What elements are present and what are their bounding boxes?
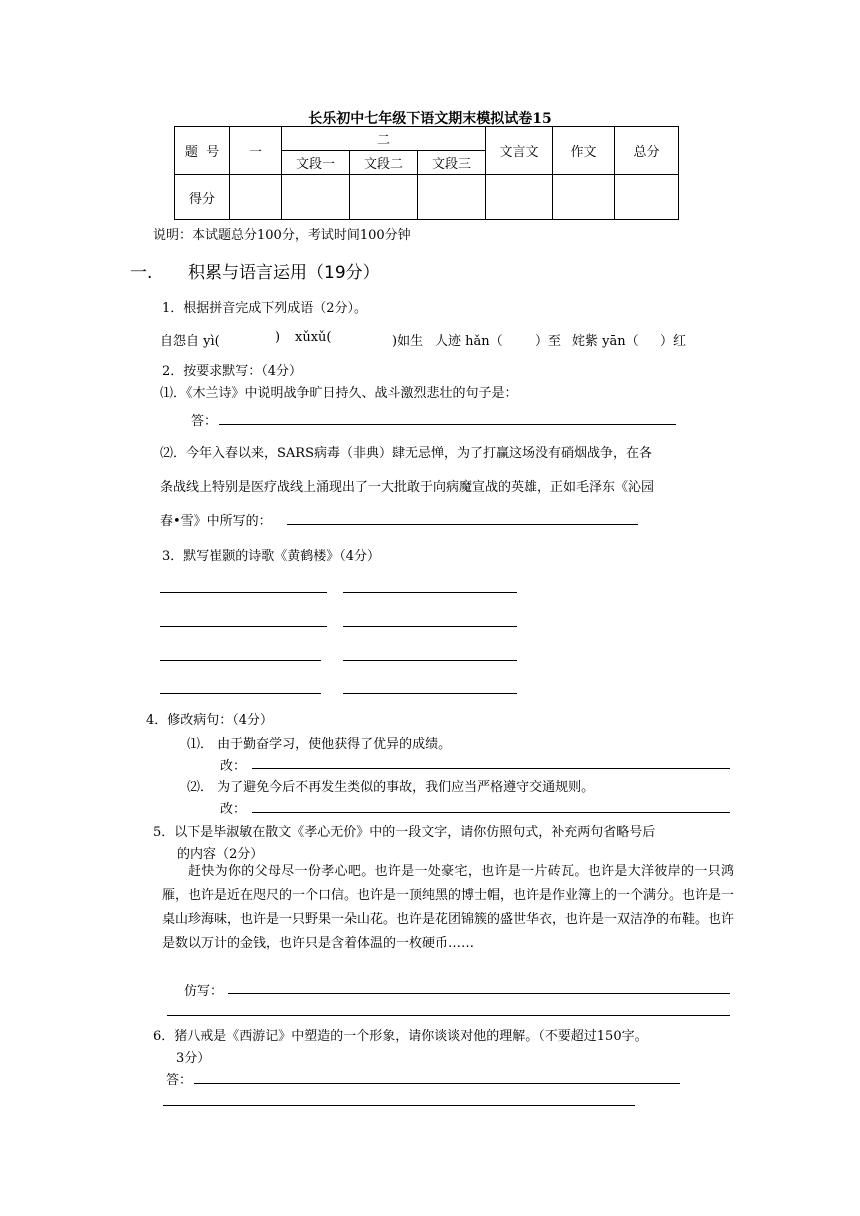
section-title: 积累与语言运用（19分）: [188, 263, 380, 283]
answer-line[interactable]: [219, 424, 676, 425]
answer-line[interactable]: [194, 1083, 680, 1084]
question-5-stem-line-1: 5．以下是毕淑敏在散文《孝心无价》中的一段文字，请你仿照句式，补充两句省略号后: [153, 825, 656, 840]
question-1-item-4a: 姹紫 yān（: [572, 334, 639, 349]
exam-note: 说明：本试题总分100分，考试时间100分钟: [153, 228, 411, 243]
section-heading: [130, 258, 380, 283]
fix-line[interactable]: [252, 768, 730, 769]
score-table-part-one: 一: [230, 127, 282, 175]
score-table-total: 总分: [615, 127, 679, 175]
section-number: 一.: [130, 263, 153, 283]
question-1-stem: 1．根据拼音完成下列成语（2分）。: [162, 301, 368, 316]
imitate-label: 仿写：: [184, 984, 224, 999]
poem-line[interactable]: [160, 660, 321, 661]
fix-label: 改：: [220, 802, 247, 817]
question-3-stem: 3．默写崔颢的诗歌《黄鹤楼》（4分）: [162, 549, 381, 564]
question-1-item-3b: ）至: [535, 334, 562, 349]
fix-label: 改：: [220, 759, 247, 774]
poem-line[interactable]: [160, 693, 321, 694]
score-table: [174, 126, 679, 220]
question-4-sub-2: ⑵． 为了避免今后不再发生类似的事故，我们应当严格遵守交通规则。: [187, 780, 595, 795]
imitate-line[interactable]: [228, 993, 730, 994]
answer-line[interactable]: [163, 1105, 635, 1106]
poem-line[interactable]: [160, 592, 327, 593]
score-cell[interactable]: [418, 175, 486, 220]
question-1-item-4b: ）红: [660, 334, 687, 349]
score-table-part-two: 二: [282, 127, 486, 151]
imitate-line[interactable]: [167, 1015, 730, 1016]
score-table-composition: 作文: [553, 127, 615, 175]
question-1-item-2b: )如生: [392, 334, 424, 349]
question-1-item-1a: 自怨自 yì(: [160, 334, 220, 349]
question-2-stem: 2．按要求默写：（4分）: [162, 364, 303, 379]
score-table-header-label: 题 号: [175, 127, 230, 175]
poem-line[interactable]: [343, 592, 517, 593]
score-cell[interactable]: [230, 175, 282, 220]
score-table-sub-one: 文段一: [282, 151, 350, 175]
fix-line[interactable]: [252, 812, 730, 813]
page-title: 长乐初中七年级下语文期末模拟试卷15: [308, 111, 552, 127]
question-2-sub-2-line-2: 条战线上特别是医疗战线上涌现出了一大批敢于向病魔宣战的英雄，正如毛泽东《沁园: [160, 480, 655, 495]
question-2-sub-2-line-3: 春•雪》中所写的：: [160, 514, 272, 529]
question-4-stem: 4．修改病句：（4分）: [146, 713, 274, 728]
question-6-stem-line-1: 6．猪八戒是《西游记》中塑造的一个形象，请你谈谈对他的理解。（不要超过150字。: [153, 1029, 648, 1044]
score-table-score-label: 得分: [175, 175, 230, 220]
question-2-sub-1: ⑴．《木兰诗》中说明战争旷日持久、战斗激烈悲壮的句子是：: [160, 386, 518, 401]
question-1-item-1b: ): [275, 330, 281, 345]
answer-line[interactable]: [287, 524, 638, 525]
poem-line[interactable]: [343, 660, 517, 661]
answer-label: 答：: [191, 414, 218, 429]
score-cell[interactable]: [553, 175, 615, 220]
question-2-sub-2-line-1: ⑵．今年入春以来，SARS病毒（非典）肆无忌惮，为了打赢这场没有硝烟战争，在各: [160, 446, 652, 461]
question-1-item-2a: xǔxǔ(: [295, 330, 332, 345]
score-cell[interactable]: [486, 175, 553, 220]
question-6-stem-line-2: 3分）: [176, 1051, 211, 1066]
quoted-passage: 赶快为你的父母尽一份孝心吧。也许是一处豪宅，也许是一片砖瓦。也许是大洋彼岸的一只鸿雁，也许是近在咫尺的一个口信。也许是一顶纯黑的博士帽，也许是作业簿上的一个满分。也许是一桌山珍海味，也许是一只野果一朵山花。也许是花团锦簇的盛世华衣，也许是一双洁净的布鞋。也许是数以万计的金钱，也许只是含着体温的一枚硬币……: [162, 864, 735, 951]
poem-line[interactable]: [343, 693, 517, 694]
score-table-sub-two: 文段二: [350, 151, 418, 175]
question-1-item-3a: 人迹 hǎn（: [435, 334, 503, 349]
poem-line[interactable]: [343, 626, 517, 627]
score-cell[interactable]: [350, 175, 418, 220]
score-cell[interactable]: [615, 175, 679, 220]
score-table-classical: 文言文: [486, 127, 553, 175]
answer-label: 答：: [166, 1073, 193, 1088]
question-5-stem-line-2: 的内容（2分）: [177, 847, 264, 862]
question-4-sub-1: ⑴． 由于勤奋学习，使他获得了优异的成绩。: [187, 737, 452, 752]
score-cell[interactable]: [282, 175, 350, 220]
score-table-sub-three: 文段三: [418, 151, 486, 175]
poem-line[interactable]: [160, 626, 327, 627]
